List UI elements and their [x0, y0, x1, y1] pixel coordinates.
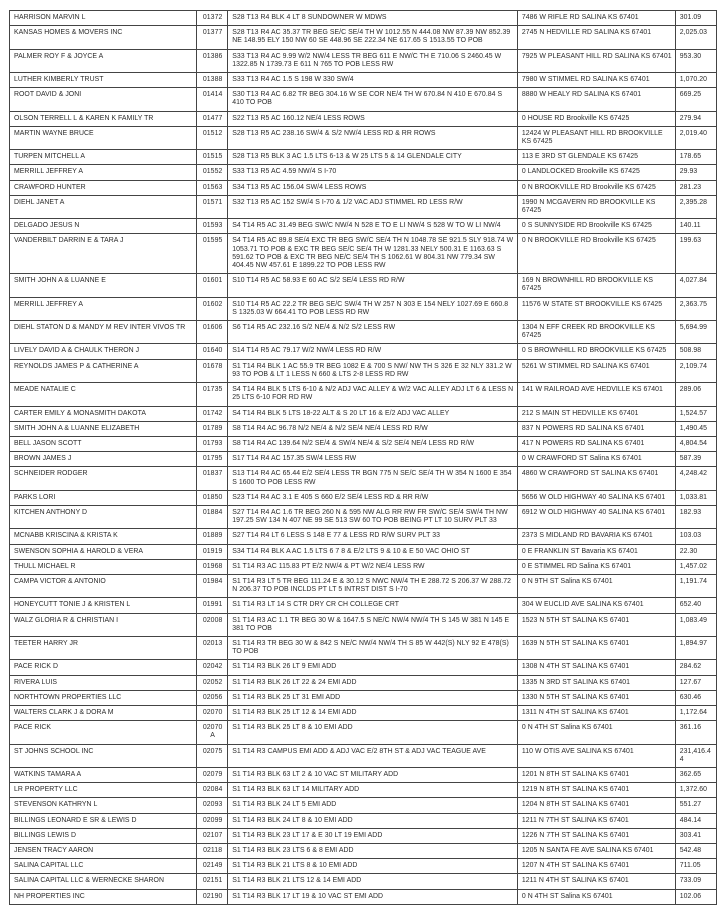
parcel-id-cell: 01742	[197, 406, 228, 421]
legal-description-cell: S1 T14 R3 BLK 25 LT 31 EMI ADD	[228, 690, 518, 705]
parcel-id-cell: 02149	[197, 859, 228, 874]
amount-due-cell: 2,109.74	[675, 359, 716, 382]
owner-name-cell: SMITH JOHN A & LUANNE ELIZABETH	[10, 421, 197, 436]
table-row	[10, 219, 717, 234]
legal-description-cell: S4 T14 R4 BLK 5 LTS 18-22 ALT & S 20 LT 16 & E/2 ADJ VAC ALLEY	[228, 406, 518, 421]
table-row	[10, 690, 717, 705]
owner-name-cell: ROOT DAVID & JONI	[10, 88, 197, 111]
table-row	[10, 406, 717, 421]
legal-description-cell: S28 T13 R4 AC 35.37 TR BEG SE/C SE/4 TH W 1012.55 N 444.08 NW 87.39 NW 852.39 NE 148.95 ELY 150 NW 60 SE 448.96 SE 222.34 NE 617.65 S 1513.55 TO POB	[228, 26, 518, 49]
property-address-cell: 1311 N 4TH ST SALINA KS 67401	[517, 705, 675, 720]
property-address-cell: 0 N BROOKVILLE RD Brookville KS 67425	[517, 234, 675, 274]
property-address-cell: 1201 N 8TH ST SALINA KS 67401	[517, 767, 675, 782]
parcel-id-cell: 01991	[197, 598, 228, 613]
amount-due-cell: 1,070.20	[675, 73, 716, 88]
amount-due-cell: 178.65	[675, 150, 716, 165]
owner-name-cell: MEADE NATALIE C	[10, 383, 197, 406]
table-row	[10, 234, 717, 274]
owner-name-cell: STEVENSON KATHRYN L	[10, 798, 197, 813]
property-address-cell: 0 S SUNNYSIDE RD Brookville KS 67425	[517, 219, 675, 234]
table-row	[10, 660, 717, 675]
table-row	[10, 150, 717, 165]
parcel-id-cell: 02151	[197, 874, 228, 889]
amount-due-cell: 1,033.81	[675, 490, 716, 505]
legal-description-cell: S33 T13 R4 AC 9.99 W/2 NW/4 LESS TR BEG 611 E NW/C TH E 710.06 S 2460.45 W 1322.85 N 1739.73 E 611 N 765 TO POB LESS RW	[228, 49, 518, 72]
owner-name-cell: DIEHL JANET A	[10, 195, 197, 218]
amount-due-cell: 1,191.74	[675, 574, 716, 597]
table-row	[10, 613, 717, 636]
parcel-id-cell: 02056	[197, 690, 228, 705]
legal-description-cell: S4 T14 R4 BLK 5 LTS 6-10 & N/2 ADJ VAC ALLEY & W/2 VAC ALLEY ADJ LT 6 & LESS N 25 LTS 6-10 FOR RD RW	[228, 383, 518, 406]
amount-due-cell: 1,083.49	[675, 613, 716, 636]
owner-name-cell: BELL JASON SCOTT	[10, 436, 197, 451]
legal-description-cell: S1 T14 R3 BLK 23 LT 17 & E 30 LT 19 EMI ADD	[228, 828, 518, 843]
property-address-cell: 4860 W CRAWFORD ST SALINA KS 67401	[517, 467, 675, 490]
owner-name-cell: LR PROPERTY LLC	[10, 783, 197, 798]
owner-name-cell: SWENSON SOPHIA & HAROLD & VERA	[10, 544, 197, 559]
amount-due-cell: 4,804.54	[675, 436, 716, 451]
parcel-id-cell: 01919	[197, 544, 228, 559]
table-row	[10, 844, 717, 859]
amount-due-cell: 199.63	[675, 234, 716, 274]
parcel-id-cell: 02052	[197, 675, 228, 690]
legal-description-cell: S1 T14 R3 BLK 17 LT 19 & 10 VAC ST EMI ADD	[228, 889, 518, 904]
table-row	[10, 383, 717, 406]
property-address-cell: 0 N 9TH ST Salina KS 67401	[517, 574, 675, 597]
legal-description-cell: S4 T14 R5 AC 89.8 SE/4 EXC TR BEG SW/C SE/4 TH N 1048.78 SE 921.5 SLY 918.74 W 1053.71 TO POB & EXC TR BEG SE/C SE/4 TH W 1281.33 NELY 500.31 E 1163.63 S 591.62 TO POB & EXC TR BEG NE/C SE/4 TH S 1062.61 W 804.31 NW 779.34 SW 404.45 NW 457.61 E 1899.22 TO POB LESS RW	[228, 234, 518, 274]
owner-name-cell: KANSAS HOMES & MOVERS INC	[10, 26, 197, 49]
legal-description-cell: S27 T14 R4 AC 1.6 TR BEG 260 N & 595 NW ALG RR RW FR SW/C SE/4 SW/4 TH NW 197.25 SW 134 N 407 NE 99 SE 513 SW 60 TO POB BEING PT LT 10 SURV PLT 33	[228, 505, 518, 528]
amount-due-cell: 669.25	[675, 88, 716, 111]
property-address-cell: 1304 N EFF CREEK RD BROOKVILLE KS 67425	[517, 321, 675, 344]
property-address-cell: 6912 W OLD HIGHWAY 40 SALINA KS 67401	[517, 505, 675, 528]
owner-name-cell: MERRILL JEFFREY A	[10, 297, 197, 320]
amount-due-cell: 2,363.75	[675, 297, 716, 320]
parcel-id-cell: 02070A	[197, 721, 228, 744]
owner-name-cell: JENSEN TRACY AARON	[10, 844, 197, 859]
amount-due-cell: 711.05	[675, 859, 716, 874]
legal-description-cell: S28 T13 R5 BLK 3 AC 1.5 LTS 6-13 & W 25 LTS 5 & 14 GLENDALE CITY	[228, 150, 518, 165]
owner-name-cell: LUTHER KIMBERLY TRUST	[10, 73, 197, 88]
table-row	[10, 165, 717, 180]
legal-description-cell: S8 T14 R4 AC 139.64 N/2 SE/4 & SW/4 NE/4 & S/2 SE/4 NE/4 LESS RD R/W	[228, 436, 518, 451]
property-address-cell: 1308 N 4TH ST SALINA KS 67401	[517, 660, 675, 675]
owner-name-cell: TEETER HARRY JR	[10, 636, 197, 659]
property-address-cell: 1219 N 8TH ST SALINA KS 67401	[517, 783, 675, 798]
property-address-cell: 1204 N 8TH ST SALINA KS 67401	[517, 798, 675, 813]
property-address-cell: 1211 N 7TH ST SALINA KS 67401	[517, 813, 675, 828]
owner-name-cell: WALZ GLORIA R & CHRISTIAN I	[10, 613, 197, 636]
parcel-id-cell: 02042	[197, 660, 228, 675]
legal-description-cell: S30 T13 R4 AC 6.82 TR BEG 304.16 W SE COR NE/4 TH W 670.84 N 410 E 670.84 S 410 TO POB	[228, 88, 518, 111]
legal-description-cell: S17 T14 R4 AC 157.35 SW/4 LESS RW	[228, 452, 518, 467]
parcel-id-cell: 01512	[197, 126, 228, 149]
amount-due-cell: 4,248.42	[675, 467, 716, 490]
table-row	[10, 544, 717, 559]
parcel-id-cell: 01735	[197, 383, 228, 406]
owner-name-cell: VANDERBILT DARRIN E & TARA J	[10, 234, 197, 274]
legal-description-cell: S1 T14 R3 TR BEG 30 W & 842 S NE/C NW/4 NW/4 TH S 85 W 442(S) NLY 92 E 478(S) TO POB	[228, 636, 518, 659]
amount-due-cell: 231,416.44	[675, 744, 716, 767]
legal-description-cell: S8 T14 R4 AC 96.78 N/2 NE/4 & N/2 SE/4 NE/4 LESS RD R/W	[228, 421, 518, 436]
owner-name-cell: NH PROPERTIES INC	[10, 889, 197, 904]
owner-name-cell: WALTERS CLARK J & DORA M	[10, 705, 197, 720]
parcel-id-cell: 02013	[197, 636, 228, 659]
parcel-id-cell: 02075	[197, 744, 228, 767]
amount-due-cell: 1,457.02	[675, 559, 716, 574]
legal-description-cell: S28 T13 R4 BLK 4 LT 8 SUNDOWNER W MDWS	[228, 11, 518, 26]
legal-description-cell: S1 T14 R3 BLK 21 LTS 8 & 10 EMI ADD	[228, 859, 518, 874]
property-address-cell: 8880 W HEALY RD SALINA KS 67401	[517, 88, 675, 111]
property-address-cell: 2745 N HEDVILLE RD SALINA KS 67401	[517, 26, 675, 49]
table-row	[10, 874, 717, 889]
parcel-id-cell: 02093	[197, 798, 228, 813]
property-address-cell: 169 N BROWNHILL RD BROOKVILLE KS 67425	[517, 274, 675, 297]
owner-name-cell: HONEYCUTT TONIE J & KRISTEN L	[10, 598, 197, 613]
amount-due-cell: 652.40	[675, 598, 716, 613]
amount-due-cell: 182.93	[675, 505, 716, 528]
owner-name-cell: MARTIN WAYNE BRUCE	[10, 126, 197, 149]
parcel-id-cell: 02118	[197, 844, 228, 859]
parcel-id-cell: 01601	[197, 274, 228, 297]
amount-due-cell: 301.09	[675, 11, 716, 26]
owner-name-cell: KITCHEN ANTHONY D	[10, 505, 197, 528]
amount-due-cell: 102.06	[675, 889, 716, 904]
table-row	[10, 26, 717, 49]
table-row	[10, 675, 717, 690]
amount-due-cell: 953.30	[675, 49, 716, 72]
property-address-cell: 0 LANDLOCKED Brookville KS 67425	[517, 165, 675, 180]
owner-name-cell: MCNABB KRISCINA & KRISTA K	[10, 529, 197, 544]
owner-name-cell: ST JOHNS SCHOOL INC	[10, 744, 197, 767]
owner-name-cell: DELGADO JESUS N	[10, 219, 197, 234]
table-row	[10, 767, 717, 782]
legal-description-cell: S1 T14 R3 BLK 63 LT 2 & 10 VAC ST MILITARY ADD	[228, 767, 518, 782]
parcel-id-cell: 01602	[197, 297, 228, 320]
amount-due-cell: 2,025.03	[675, 26, 716, 49]
table-row	[10, 705, 717, 720]
property-address-cell: 7486 W RIFLE RD SALINA KS 67401	[517, 11, 675, 26]
owner-name-cell: BILLINGS LEONARD E SR & LEWIS D	[10, 813, 197, 828]
legal-description-cell: S28 T13 R5 AC 238.16 SW/4 & S/2 NW/4 LESS RD & RR ROWS	[228, 126, 518, 149]
parcel-id-cell: 02107	[197, 828, 228, 843]
owner-name-cell: HARRISON MARVIN L	[10, 11, 197, 26]
parcel-id-cell: 02099	[197, 813, 228, 828]
parcel-id-cell: 01837	[197, 467, 228, 490]
amount-due-cell: 733.09	[675, 874, 716, 889]
legal-description-cell: S13 T14 R4 AC 65.44 E/2 SE/4 LESS TR BGN 775 N SE/C SE/4 TH W 354 N 1600 E 354 S 1600 TO POB LESS RW	[228, 467, 518, 490]
table-row	[10, 859, 717, 874]
property-address-cell: 0 E STIMMEL RD Salina KS 67401	[517, 559, 675, 574]
property-address-cell: 417 N POWERS RD SALINA KS 67401	[517, 436, 675, 451]
table-row	[10, 11, 717, 26]
table-row	[10, 195, 717, 218]
owner-name-cell: PACE RICK D	[10, 660, 197, 675]
property-address-cell: 837 N POWERS RD SALINA KS 67401	[517, 421, 675, 436]
table-row	[10, 73, 717, 88]
parcel-id-cell: 02084	[197, 783, 228, 798]
legal-description-cell: S1 T14 R3 LT 5 TR BEG 111.24 E & 30.12 S NWC NW/4 TH E 288.72 S 206.37 W 288.72 N 206.37 TO POB INCLDS PT LT 5 INTRST DIST S I-70	[228, 574, 518, 597]
parcel-id-cell: 01678	[197, 359, 228, 382]
property-address-cell: 110 W OTIS AVE SALINA KS 67401	[517, 744, 675, 767]
parcel-id-cell: 01377	[197, 26, 228, 49]
legal-description-cell: S1 T14 R3 AC 1.1 TR BEG 30 W & 1647.5 S NE/C NW/4 NW/4 TH S 145 W 381 N 145 E 381 TO POB	[228, 613, 518, 636]
legal-description-cell: S1 T14 R3 LT 14 S CTR DRY CR CH COLLEGE CRT	[228, 598, 518, 613]
parcel-id-cell: 01593	[197, 219, 228, 234]
amount-due-cell: 281.23	[675, 180, 716, 195]
owner-name-cell: SALINA CAPITAL LLC & WERNECKE SHARON	[10, 874, 197, 889]
table-row	[10, 813, 717, 828]
table-row	[10, 721, 717, 744]
amount-due-cell: 2,395.28	[675, 195, 716, 218]
amount-due-cell: 279.94	[675, 111, 716, 126]
property-address-cell: 0 N BROOKVILLE RD Brookville KS 67425	[517, 180, 675, 195]
property-address-cell: 212 S MAIN ST HEDVILLE KS 67401	[517, 406, 675, 421]
parcel-id-cell: 01889	[197, 529, 228, 544]
table-row	[10, 321, 717, 344]
parcel-id-cell: 01850	[197, 490, 228, 505]
table-row	[10, 297, 717, 320]
legal-description-cell: S1 T14 R3 BLK 25 LT 8 & 10 EMI ADD	[228, 721, 518, 744]
owner-name-cell: CRAWFORD HUNTER	[10, 180, 197, 195]
legal-description-cell: S34 T13 R5 AC 156.04 SW/4 LESS ROWS	[228, 180, 518, 195]
parcel-id-cell: 01884	[197, 505, 228, 528]
parcel-id-cell: 01793	[197, 436, 228, 451]
property-address-cell: 1990 N MCGAVERN RD BROOKVILLE KS 67425	[517, 195, 675, 218]
property-address-cell: 1211 N 4TH ST SALINA KS 67401	[517, 874, 675, 889]
legal-description-cell: S1 T14 R3 BLK 26 LT 9 EMI ADD	[228, 660, 518, 675]
parcel-id-cell: 01386	[197, 49, 228, 72]
parcel-id-cell: 01984	[197, 574, 228, 597]
legal-description-cell: S1 T14 R3 BLK 24 LT 8 & 10 EMI ADD	[228, 813, 518, 828]
table-row	[10, 828, 717, 843]
amount-due-cell: 22.30	[675, 544, 716, 559]
table-row	[10, 505, 717, 528]
property-address-cell: 1335 N 3RD ST SALINA KS 67401	[517, 675, 675, 690]
table-row	[10, 598, 717, 613]
parcel-id-cell: 01477	[197, 111, 228, 126]
owner-name-cell: BILLINGS LEWIS D	[10, 828, 197, 843]
table-row	[10, 798, 717, 813]
table-row	[10, 783, 717, 798]
table-row	[10, 49, 717, 72]
property-address-cell: 1523 N 5TH ST SALINA KS 67401	[517, 613, 675, 636]
owner-name-cell: WATKINS TAMARA A	[10, 767, 197, 782]
owner-name-cell: BROWN JAMES J	[10, 452, 197, 467]
amount-due-cell: 1,372.60	[675, 783, 716, 798]
property-address-cell: 1226 N 7TH ST SALINA KS 67401	[517, 828, 675, 843]
table-row	[10, 490, 717, 505]
owner-name-cell: PALMER ROY F & JOYCE A	[10, 49, 197, 72]
amount-due-cell: 103.03	[675, 529, 716, 544]
amount-due-cell: 484.14	[675, 813, 716, 828]
amount-due-cell: 1,894.97	[675, 636, 716, 659]
owner-name-cell: THULL MICHAEL R	[10, 559, 197, 574]
amount-due-cell: 630.46	[675, 690, 716, 705]
property-address-cell: 1639 N 5TH ST SALINA KS 67401	[517, 636, 675, 659]
property-address-cell: 7980 W STIMMEL RD SALINA KS 67401	[517, 73, 675, 88]
delinquent-tax-table	[9, 10, 717, 905]
table-row	[10, 359, 717, 382]
legal-description-cell: S6 T14 R5 AC 232.16 S/2 NE/4 & N/2 S/2 LESS RW	[228, 321, 518, 344]
amount-due-cell: 2,019.40	[675, 126, 716, 149]
table-row	[10, 126, 717, 149]
parcel-id-cell: 02008	[197, 613, 228, 636]
amount-due-cell: 1,490.45	[675, 421, 716, 436]
property-address-cell: 11576 W STATE ST BROOKVILLE KS 67425	[517, 297, 675, 320]
table-row	[10, 111, 717, 126]
legal-description-cell: S1 T14 R3 CAMPUS EMI ADD & ADJ VAC E/2 8TH ST & ADJ VAC TEAGUE AVE	[228, 744, 518, 767]
parcel-id-cell: 02190	[197, 889, 228, 904]
parcel-id-cell: 01388	[197, 73, 228, 88]
amount-due-cell: 361.16	[675, 721, 716, 744]
owner-name-cell: NORTHTOWN PROPERTIES LLC	[10, 690, 197, 705]
amount-due-cell: 140.11	[675, 219, 716, 234]
parcel-id-cell: 01552	[197, 165, 228, 180]
legal-description-cell: S14 T14 R5 AC 79.17 W/2 NW/4 LESS RD R/W	[228, 344, 518, 359]
owner-name-cell: RIVERA LUIS	[10, 675, 197, 690]
legal-description-cell: S1 T14 R3 BLK 26 LT 22 & 24 EMI ADD	[228, 675, 518, 690]
parcel-id-cell: 01606	[197, 321, 228, 344]
parcel-id-cell: 01571	[197, 195, 228, 218]
property-address-cell: 0 HOUSE RD Brookville KS 67425	[517, 111, 675, 126]
parcel-id-cell: 01968	[197, 559, 228, 574]
table-row	[10, 421, 717, 436]
parcel-id-cell: 02070	[197, 705, 228, 720]
amount-due-cell: 508.98	[675, 344, 716, 359]
parcel-id-cell: 01640	[197, 344, 228, 359]
table-row	[10, 467, 717, 490]
table-row	[10, 559, 717, 574]
table-row	[10, 529, 717, 544]
owner-name-cell: SALINA CAPITAL LLC	[10, 859, 197, 874]
amount-due-cell: 1,524.57	[675, 406, 716, 421]
parcel-id-cell: 01414	[197, 88, 228, 111]
amount-due-cell: 1,172.64	[675, 705, 716, 720]
legal-description-cell: S1 T14 R3 BLK 25 LT 12 & 14 EMI ADD	[228, 705, 518, 720]
document-page	[9, 10, 717, 905]
legal-description-cell: S33 T13 R5 AC 4.59 NW/4 S I-70	[228, 165, 518, 180]
table-row	[10, 574, 717, 597]
legal-description-cell: S4 T14 R5 AC 31.49 BEG SW/C NW/4 N 528 E TO E LI NW/4 S 528 W TO W LI NW/4	[228, 219, 518, 234]
property-address-cell: 1330 N 5TH ST SALINA KS 67401	[517, 690, 675, 705]
property-address-cell: 304 W EUCLID AVE SALINA KS 67401	[517, 598, 675, 613]
table-row	[10, 436, 717, 451]
owner-name-cell: MERRILL JEFFREY A	[10, 165, 197, 180]
legal-description-cell: S23 T14 R4 AC 3.1 E 405 S 660 E/2 SE/4 LESS RD & RR R/W	[228, 490, 518, 505]
table-row	[10, 636, 717, 659]
property-address-cell: 0 S BROWNHILL RD BROOKVILLE KS 67425	[517, 344, 675, 359]
owner-name-cell: DIEHL STATON D & MANDY M REV INTER VIVOS TR	[10, 321, 197, 344]
parcel-id-cell: 01563	[197, 180, 228, 195]
property-address-cell: 2373 S MIDLAND RD BAVARIA KS 67401	[517, 529, 675, 544]
amount-due-cell: 542.48	[675, 844, 716, 859]
property-address-cell: 113 E 3RD ST GLENDALE KS 67425	[517, 150, 675, 165]
owner-name-cell: TURPEN MITCHELL A	[10, 150, 197, 165]
legal-description-cell: S1 T14 R3 BLK 21 LTS 12 & 14 EMI ADD	[228, 874, 518, 889]
owner-name-cell: SMITH JOHN A & LUANNE E	[10, 274, 197, 297]
legal-description-cell: S1 T14 R4 BLK 1 AC 55.9 TR BEG 1082 E & 700 S NW/ NW TH S 326 E 32 NLY 331.2 W 93 TO POB & LT 1 LESS N 660 & LTS 2-8 LESS RD RW	[228, 359, 518, 382]
owner-name-cell: CARTER EMILY & MONASMITH DAKOTA	[10, 406, 197, 421]
owner-name-cell: OLSON TERRELL L & KAREN K FAMILY TR	[10, 111, 197, 126]
property-address-cell: 141 W RAILROAD AVE HEDVILLE KS 67401	[517, 383, 675, 406]
table-row	[10, 274, 717, 297]
property-address-cell: 1207 N 4TH ST SALINA KS 67401	[517, 859, 675, 874]
owner-name-cell: PARKS LORI	[10, 490, 197, 505]
parcel-id-cell: 01795	[197, 452, 228, 467]
owner-name-cell: LIVELY DAVID A & CHAULK THERON J	[10, 344, 197, 359]
amount-due-cell: 362.65	[675, 767, 716, 782]
legal-description-cell: S10 T14 R5 AC 22.2 TR BEG SE/C SW/4 TH W 257 N 303 E 154 NELY 1027.69 E 660.8 S 1325.03 W 664.41 TO POB LESS RD RW	[228, 297, 518, 320]
property-address-cell: 0 W CRAWFORD ST Salina KS 67401	[517, 452, 675, 467]
parcel-id-cell: 01789	[197, 421, 228, 436]
legal-description-cell: S1 T14 R3 AC 115.83 PT E/2 NW/4 & PT W/2 NE/4 LESS RW	[228, 559, 518, 574]
amount-due-cell: 29.93	[675, 165, 716, 180]
owner-name-cell: REYNOLDS JAMES P & CATHERINE A	[10, 359, 197, 382]
property-address-cell: 0 N 4TH ST Salina KS 67401	[517, 721, 675, 744]
legal-description-cell: S33 T13 R4 AC 1.5 S 198 W 330 SW/4	[228, 73, 518, 88]
table-row	[10, 344, 717, 359]
legal-description-cell: S1 T14 R3 BLK 63 LT 14 MILITARY ADD	[228, 783, 518, 798]
amount-due-cell: 4,027.84	[675, 274, 716, 297]
amount-due-cell: 127.67	[675, 675, 716, 690]
table-row	[10, 88, 717, 111]
amount-due-cell: 289.06	[675, 383, 716, 406]
property-address-cell: 5656 W OLD HIGHWAY 40 SALINA KS 67401	[517, 490, 675, 505]
property-address-cell: 1205 N SANTA FE AVE SALINA KS 67401	[517, 844, 675, 859]
legal-description-cell: S1 T14 R3 BLK 24 LT 5 EMI ADD	[228, 798, 518, 813]
table-row	[10, 744, 717, 767]
property-address-cell: 12424 W PLEASANT HILL RD BROOKVILLE KS 67425	[517, 126, 675, 149]
amount-due-cell: 303.41	[675, 828, 716, 843]
owner-name-cell: CAMPA VICTOR & ANTONIO	[10, 574, 197, 597]
parcel-id-cell: 02079	[197, 767, 228, 782]
amount-due-cell: 284.62	[675, 660, 716, 675]
legal-description-cell: S10 T14 R5 AC 58.93 E 60 AC S/2 SE/4 LESS RD R/W	[228, 274, 518, 297]
table-row	[10, 889, 717, 904]
legal-description-cell: S27 T14 R4 LT 6 LESS S 148 E 77 & LESS RD R/W SURV PLT 33	[228, 529, 518, 544]
table-row	[10, 180, 717, 195]
owner-name-cell: SCHNEIDER RODGER	[10, 467, 197, 490]
legal-description-cell: S1 T14 R3 BLK 23 LTS 6 & 8 EMI ADD	[228, 844, 518, 859]
owner-name-cell: PACE RICK	[10, 721, 197, 744]
amount-due-cell: 587.39	[675, 452, 716, 467]
property-address-cell: 0 E FRANKLIN ST Bavaria KS 67401	[517, 544, 675, 559]
table-row	[10, 452, 717, 467]
parcel-id-cell: 01595	[197, 234, 228, 274]
property-address-cell: 5261 W STIMMEL RD SALINA KS 67401	[517, 359, 675, 382]
parcel-id-cell: 01372	[197, 11, 228, 26]
legal-description-cell: S32 T13 R5 AC 152 SW/4 S I-70 & 1/2 VAC ADJ STIMMEL RD LESS R/W	[228, 195, 518, 218]
parcel-id-cell: 01515	[197, 150, 228, 165]
property-address-cell: 7925 W PLEASANT HILL RD SALINA KS 67401	[517, 49, 675, 72]
amount-due-cell: 5,694.99	[675, 321, 716, 344]
legal-description-cell: S34 T14 R4 BLK A AC 1.5 LTS 6 7 8 & E/2 LTS 9 & 10 & E 50 VAC OHIO ST	[228, 544, 518, 559]
amount-due-cell: 551.27	[675, 798, 716, 813]
property-address-cell: 0 N 4TH ST Salina KS 67401	[517, 889, 675, 904]
legal-description-cell: S22 T13 R5 AC 160.12 NE/4 LESS ROWS	[228, 111, 518, 126]
